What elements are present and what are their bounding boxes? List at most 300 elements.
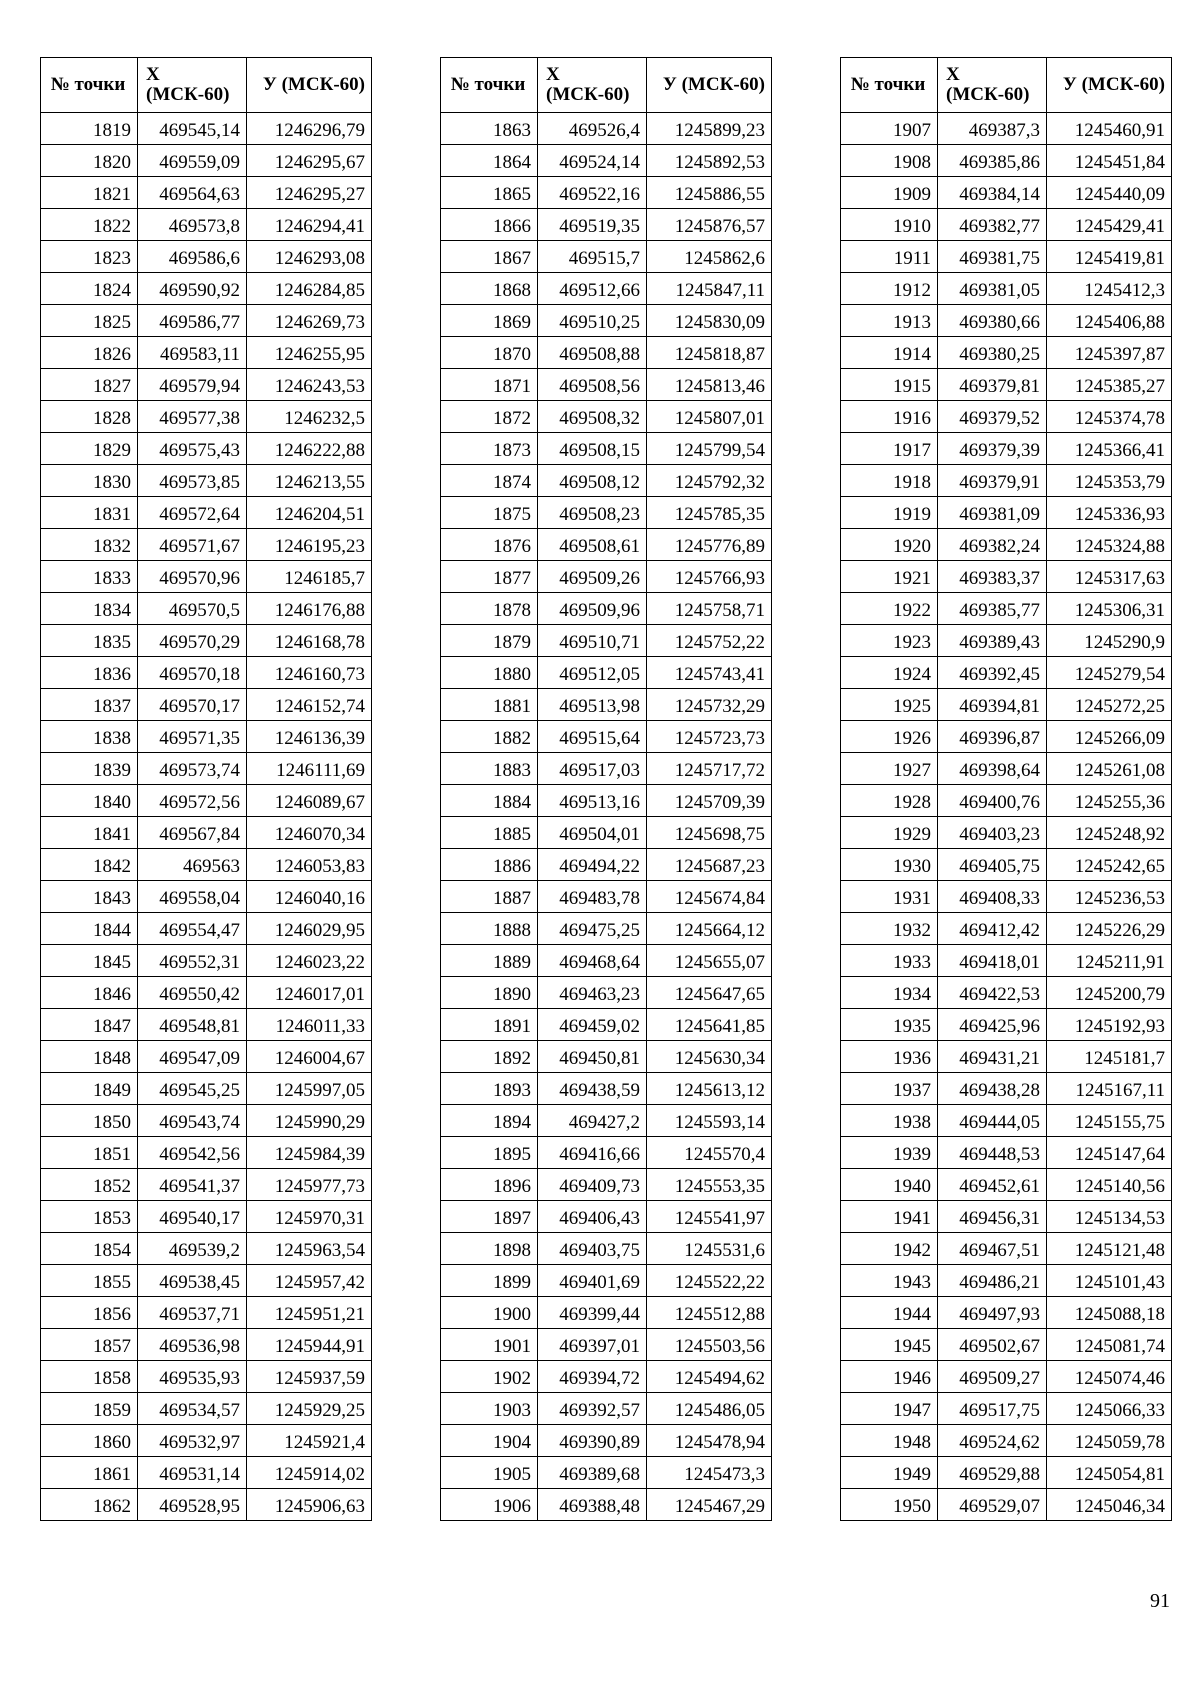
table-row [41,369,372,401]
cell-y-coordinate: 1245630,34 [647,1041,772,1073]
cell-x-coordinate: 469540,17 [138,1201,247,1233]
cell-x-coordinate: 469431,21 [938,1041,1047,1073]
cell-point-number: 1943 [841,1265,938,1297]
cell-y-coordinate: 1245385,27 [1047,369,1172,401]
table-header-row [441,58,772,113]
cell-y-coordinate: 1246255,95 [247,337,372,369]
cell-point-number: 1826 [41,337,138,369]
table-row [441,465,772,497]
cell-y-coordinate: 1246168,78 [247,625,372,657]
cell-y-coordinate: 1246023,22 [247,945,372,977]
table-row [41,881,372,913]
cell-y-coordinate: 1245899,23 [647,113,772,145]
cell-point-number: 1909 [841,177,938,209]
cell-x-coordinate: 469403,75 [538,1233,647,1265]
cell-x-coordinate: 469468,64 [538,945,647,977]
cell-y-coordinate: 1245553,35 [647,1169,772,1201]
table-row [841,817,1172,849]
cell-y-coordinate: 1246295,67 [247,145,372,177]
cell-y-coordinate: 1245807,01 [647,401,772,433]
table-row [441,689,772,721]
cell-x-coordinate: 469547,09 [138,1041,247,1073]
cell-x-coordinate: 469563 [138,849,247,881]
cell-point-number: 1841 [41,817,138,849]
cell-x-coordinate: 469389,43 [938,625,1047,657]
cell-point-number: 1929 [841,817,938,849]
cell-point-number: 1873 [441,433,538,465]
cell-point-number: 1946 [841,1361,938,1393]
cell-point-number: 1949 [841,1457,938,1489]
cell-point-number: 1910 [841,209,938,241]
cell-point-number: 1849 [41,1073,138,1105]
cell-y-coordinate: 1246160,73 [247,657,372,689]
table-row [841,849,1172,881]
cell-x-coordinate: 469570,29 [138,625,247,657]
cell-point-number: 1891 [441,1009,538,1041]
cell-y-coordinate: 1245200,79 [1047,977,1172,1009]
table-row [41,1361,372,1393]
cell-y-coordinate: 1245181,7 [1047,1041,1172,1073]
cell-point-number: 1883 [441,753,538,785]
cell-x-coordinate: 469452,61 [938,1169,1047,1201]
cell-point-number: 1890 [441,977,538,1009]
cell-y-coordinate: 1245419,81 [1047,241,1172,273]
cell-y-coordinate: 1245512,88 [647,1297,772,1329]
table-row [41,465,372,497]
cell-y-coordinate: 1246011,33 [247,1009,372,1041]
table-row [841,657,1172,689]
cell-point-number: 1864 [441,145,538,177]
cell-point-number: 1862 [41,1489,138,1521]
table-row [41,785,372,817]
cell-x-coordinate: 469513,98 [538,689,647,721]
cell-x-coordinate: 469543,74 [138,1105,247,1137]
cell-point-number: 1840 [41,785,138,817]
cell-y-coordinate: 1245914,02 [247,1457,372,1489]
table-row [841,1041,1172,1073]
cell-x-coordinate: 469513,16 [538,785,647,817]
cell-x-coordinate: 469467,51 [938,1233,1047,1265]
table-row [41,1009,372,1041]
cell-x-coordinate: 469545,14 [138,113,247,145]
cell-y-coordinate: 1246017,01 [247,977,372,1009]
cell-x-coordinate: 469542,56 [138,1137,247,1169]
cell-point-number: 1899 [441,1265,538,1297]
cell-y-coordinate: 1246070,34 [247,817,372,849]
cell-x-coordinate: 469537,71 [138,1297,247,1329]
cell-y-coordinate: 1245641,85 [647,1009,772,1041]
cell-point-number: 1868 [441,273,538,305]
cell-point-number: 1900 [441,1297,538,1329]
cell-y-coordinate: 1246176,88 [247,593,372,625]
cell-point-number: 1948 [841,1425,938,1457]
table-row [841,209,1172,241]
cell-x-coordinate: 469381,09 [938,497,1047,529]
cell-point-number: 1908 [841,145,938,177]
cell-y-coordinate: 1245167,11 [1047,1073,1172,1105]
cell-point-number: 1835 [41,625,138,657]
cell-x-coordinate: 469526,4 [538,113,647,145]
cell-y-coordinate: 1246111,69 [247,753,372,785]
cell-y-coordinate: 1246053,83 [247,849,372,881]
table-row [841,593,1172,625]
table-row [41,657,372,689]
cell-x-coordinate: 469579,94 [138,369,247,401]
cell-point-number: 1919 [841,497,938,529]
cell-point-number: 1893 [441,1073,538,1105]
cell-point-number: 1830 [41,465,138,497]
cell-y-coordinate: 1245886,55 [647,177,772,209]
table-row [841,145,1172,177]
cell-point-number: 1894 [441,1105,538,1137]
cell-x-coordinate: 469524,14 [538,145,647,177]
cell-y-coordinate: 1245970,31 [247,1201,372,1233]
cell-point-number: 1876 [441,529,538,561]
cell-x-coordinate: 469573,74 [138,753,247,785]
cell-y-coordinate: 1245147,64 [1047,1137,1172,1169]
cell-x-coordinate: 469381,75 [938,241,1047,273]
cell-point-number: 1888 [441,913,538,945]
cell-point-number: 1837 [41,689,138,721]
cell-point-number: 1922 [841,593,938,625]
table-row [41,625,372,657]
cell-y-coordinate: 1245752,22 [647,625,772,657]
cell-x-coordinate: 469510,71 [538,625,647,657]
cell-point-number: 1934 [841,977,938,1009]
cell-point-number: 1839 [41,753,138,785]
header-point-number: № точки [841,58,938,113]
cell-point-number: 1829 [41,433,138,465]
cell-y-coordinate: 1245944,91 [247,1329,372,1361]
cell-x-coordinate: 469508,15 [538,433,647,465]
cell-x-coordinate: 469573,85 [138,465,247,497]
cell-y-coordinate: 1245613,12 [647,1073,772,1105]
table-row [441,1201,772,1233]
cell-y-coordinate: 1246004,67 [247,1041,372,1073]
cell-point-number: 1827 [41,369,138,401]
cell-point-number: 1872 [441,401,538,433]
cell-point-number: 1889 [441,945,538,977]
table-row [841,1361,1172,1393]
table-row [841,721,1172,753]
cell-point-number: 1821 [41,177,138,209]
table-row [841,1073,1172,1105]
cell-x-coordinate: 469508,88 [538,337,647,369]
cell-y-coordinate: 1245906,63 [247,1489,372,1521]
cell-x-coordinate: 469380,25 [938,337,1047,369]
table-row [41,593,372,625]
cell-y-coordinate: 1245406,88 [1047,305,1172,337]
cell-point-number: 1848 [41,1041,138,1073]
cell-y-coordinate: 1245664,12 [647,913,772,945]
table-row [841,1137,1172,1169]
table-row [441,945,772,977]
cell-y-coordinate: 1246232,5 [247,401,372,433]
cell-x-coordinate: 469497,93 [938,1297,1047,1329]
table-row [841,1393,1172,1425]
cell-x-coordinate: 469406,43 [538,1201,647,1233]
cell-x-coordinate: 469515,64 [538,721,647,753]
cell-point-number: 1881 [441,689,538,721]
cell-point-number: 1942 [841,1233,938,1265]
table-row [441,177,772,209]
table-row [41,721,372,753]
cell-x-coordinate: 469475,25 [538,913,647,945]
cell-y-coordinate: 1245570,4 [647,1137,772,1169]
cell-point-number: 1838 [41,721,138,753]
cell-y-coordinate: 1246222,88 [247,433,372,465]
cell-x-coordinate: 469394,81 [938,689,1047,721]
cell-point-number: 1831 [41,497,138,529]
cell-y-coordinate: 1245929,25 [247,1393,372,1425]
cell-y-coordinate: 1246204,51 [247,497,372,529]
cell-point-number: 1933 [841,945,938,977]
cell-x-coordinate: 469508,32 [538,401,647,433]
table-row [841,1169,1172,1201]
cell-x-coordinate: 469559,09 [138,145,247,177]
cell-x-coordinate: 469590,92 [138,273,247,305]
cell-point-number: 1847 [41,1009,138,1041]
cell-point-number: 1944 [841,1297,938,1329]
cell-y-coordinate: 1245066,33 [1047,1393,1172,1425]
table-row [841,177,1172,209]
cell-point-number: 1824 [41,273,138,305]
cell-y-coordinate: 1245478,94 [647,1425,772,1457]
cell-y-coordinate: 1245366,41 [1047,433,1172,465]
cell-y-coordinate: 1245984,39 [247,1137,372,1169]
cell-point-number: 1859 [41,1393,138,1425]
cell-x-coordinate: 469418,01 [938,945,1047,977]
cell-y-coordinate: 1246269,73 [247,305,372,337]
table-row [41,1233,372,1265]
cell-y-coordinate: 1245541,97 [647,1201,772,1233]
table-row [41,433,372,465]
cell-point-number: 1874 [441,465,538,497]
cell-x-coordinate: 469400,76 [938,785,1047,817]
cell-point-number: 1843 [41,881,138,913]
cell-point-number: 1880 [441,657,538,689]
cell-y-coordinate: 1245272,25 [1047,689,1172,721]
cell-y-coordinate: 1245799,54 [647,433,772,465]
cell-point-number: 1825 [41,305,138,337]
cell-point-number: 1866 [441,209,538,241]
cell-x-coordinate: 469394,72 [538,1361,647,1393]
cell-x-coordinate: 469379,81 [938,369,1047,401]
table-row [41,497,372,529]
table-row [441,753,772,785]
cell-x-coordinate: 469570,5 [138,593,247,625]
table-row [841,113,1172,145]
table-row [441,1041,772,1073]
cell-point-number: 1892 [441,1041,538,1073]
cell-y-coordinate: 1245397,87 [1047,337,1172,369]
table-row [41,561,372,593]
cell-point-number: 1945 [841,1329,938,1361]
table-row [441,593,772,625]
cell-x-coordinate: 469534,57 [138,1393,247,1425]
table-row [441,977,772,1009]
cell-x-coordinate: 469463,23 [538,977,647,1009]
cell-x-coordinate: 469422,53 [938,977,1047,1009]
cell-x-coordinate: 469438,28 [938,1073,1047,1105]
cell-x-coordinate: 469524,62 [938,1425,1047,1457]
cell-x-coordinate: 469539,2 [138,1233,247,1265]
table-row [41,1457,372,1489]
cell-y-coordinate: 1245785,35 [647,497,772,529]
cell-point-number: 1947 [841,1393,938,1425]
cell-point-number: 1852 [41,1169,138,1201]
cell-y-coordinate: 1245687,23 [647,849,772,881]
table-row [841,465,1172,497]
cell-x-coordinate: 469508,12 [538,465,647,497]
table-row [441,1329,772,1361]
cell-x-coordinate: 469409,73 [538,1169,647,1201]
cell-x-coordinate: 469577,38 [138,401,247,433]
cell-y-coordinate: 1245531,6 [647,1233,772,1265]
cell-x-coordinate: 469389,68 [538,1457,647,1489]
cell-x-coordinate: 469572,64 [138,497,247,529]
cell-point-number: 1853 [41,1201,138,1233]
cell-x-coordinate: 469416,66 [538,1137,647,1169]
table-row [41,1201,372,1233]
cell-y-coordinate: 1245655,07 [647,945,772,977]
cell-y-coordinate: 1245957,42 [247,1265,372,1297]
cell-y-coordinate: 1245336,93 [1047,497,1172,529]
cell-y-coordinate: 1245758,71 [647,593,772,625]
table-row [841,977,1172,1009]
header-y-coordinate: У (МСК-60) [1047,58,1172,113]
table-row [441,1265,772,1297]
table-row [41,849,372,881]
cell-point-number: 1897 [441,1201,538,1233]
cell-y-coordinate: 1245451,84 [1047,145,1172,177]
cell-point-number: 1844 [41,913,138,945]
cell-y-coordinate: 1246089,67 [247,785,372,817]
table-row [841,1201,1172,1233]
cell-x-coordinate: 469502,67 [938,1329,1047,1361]
cell-x-coordinate: 469517,75 [938,1393,1047,1425]
cell-point-number: 1904 [441,1425,538,1457]
cell-y-coordinate: 1245412,3 [1047,273,1172,305]
cell-point-number: 1885 [441,817,538,849]
cell-x-coordinate: 469512,05 [538,657,647,689]
table-row [441,913,772,945]
cell-x-coordinate: 469438,59 [538,1073,647,1105]
cell-point-number: 1895 [441,1137,538,1169]
cell-point-number: 1878 [441,593,538,625]
table-row [441,849,772,881]
cell-y-coordinate: 1245732,29 [647,689,772,721]
cell-y-coordinate: 1245674,84 [647,881,772,913]
cell-y-coordinate: 1245723,73 [647,721,772,753]
table-row [41,1393,372,1425]
table-row [441,1073,772,1105]
cell-y-coordinate: 1245503,56 [647,1329,772,1361]
coordinate-table-1 [40,57,372,1521]
table-row [41,913,372,945]
cell-point-number: 1903 [441,1393,538,1425]
cell-y-coordinate: 1245306,31 [1047,593,1172,625]
cell-y-coordinate: 1245937,59 [247,1361,372,1393]
table-row [41,1329,372,1361]
table-row [41,177,372,209]
cell-x-coordinate: 469408,33 [938,881,1047,913]
cell-point-number: 1901 [441,1329,538,1361]
cell-x-coordinate: 469564,63 [138,177,247,209]
table-row [41,401,372,433]
cell-point-number: 1845 [41,945,138,977]
table-row [41,817,372,849]
cell-x-coordinate: 469531,14 [138,1457,247,1489]
table-row [841,881,1172,913]
cell-y-coordinate: 1246294,41 [247,209,372,241]
cell-x-coordinate: 469385,86 [938,145,1047,177]
cell-point-number: 1936 [841,1041,938,1073]
cell-point-number: 1907 [841,113,938,145]
cell-x-coordinate: 469459,02 [538,1009,647,1041]
cell-x-coordinate: 469554,47 [138,913,247,945]
cell-x-coordinate: 469379,39 [938,433,1047,465]
cell-y-coordinate: 1245121,48 [1047,1233,1172,1265]
cell-x-coordinate: 469392,57 [538,1393,647,1425]
cell-x-coordinate: 469390,89 [538,1425,647,1457]
cell-y-coordinate: 1245255,36 [1047,785,1172,817]
cell-point-number: 1921 [841,561,938,593]
table-row [441,817,772,849]
cell-y-coordinate: 1245266,09 [1047,721,1172,753]
cell-x-coordinate: 469427,2 [538,1105,647,1137]
table-row [41,1169,372,1201]
table-row [841,369,1172,401]
cell-y-coordinate: 1245921,4 [247,1425,372,1457]
cell-y-coordinate: 1245374,78 [1047,401,1172,433]
cell-point-number: 1834 [41,593,138,625]
cell-point-number: 1833 [41,561,138,593]
cell-point-number: 1820 [41,145,138,177]
cell-x-coordinate: 469494,22 [538,849,647,881]
table-row [441,1425,772,1457]
cell-x-coordinate: 469536,98 [138,1329,247,1361]
cell-x-coordinate: 469573,8 [138,209,247,241]
cell-y-coordinate: 1245473,3 [647,1457,772,1489]
table-row [841,689,1172,721]
cell-point-number: 1884 [441,785,538,817]
cell-x-coordinate: 469567,84 [138,817,247,849]
cell-x-coordinate: 469392,45 [938,657,1047,689]
cell-y-coordinate: 1245290,9 [1047,625,1172,657]
cell-point-number: 1931 [841,881,938,913]
table-row [841,945,1172,977]
cell-y-coordinate: 1245467,29 [647,1489,772,1521]
cell-point-number: 1832 [41,529,138,561]
table-row [441,1393,772,1425]
cell-x-coordinate: 469529,07 [938,1489,1047,1521]
cell-x-coordinate: 469379,91 [938,465,1047,497]
table-row [441,497,772,529]
cell-y-coordinate: 1246136,39 [247,721,372,753]
table-row [441,1457,772,1489]
table-row [41,241,372,273]
cell-point-number: 1938 [841,1105,938,1137]
cell-x-coordinate: 469381,05 [938,273,1047,305]
table-row [841,1329,1172,1361]
table-row [441,401,772,433]
cell-point-number: 1856 [41,1297,138,1329]
table-row [441,657,772,689]
cell-x-coordinate: 469425,96 [938,1009,1047,1041]
cell-point-number: 1823 [41,241,138,273]
cell-y-coordinate: 1245088,18 [1047,1297,1172,1329]
